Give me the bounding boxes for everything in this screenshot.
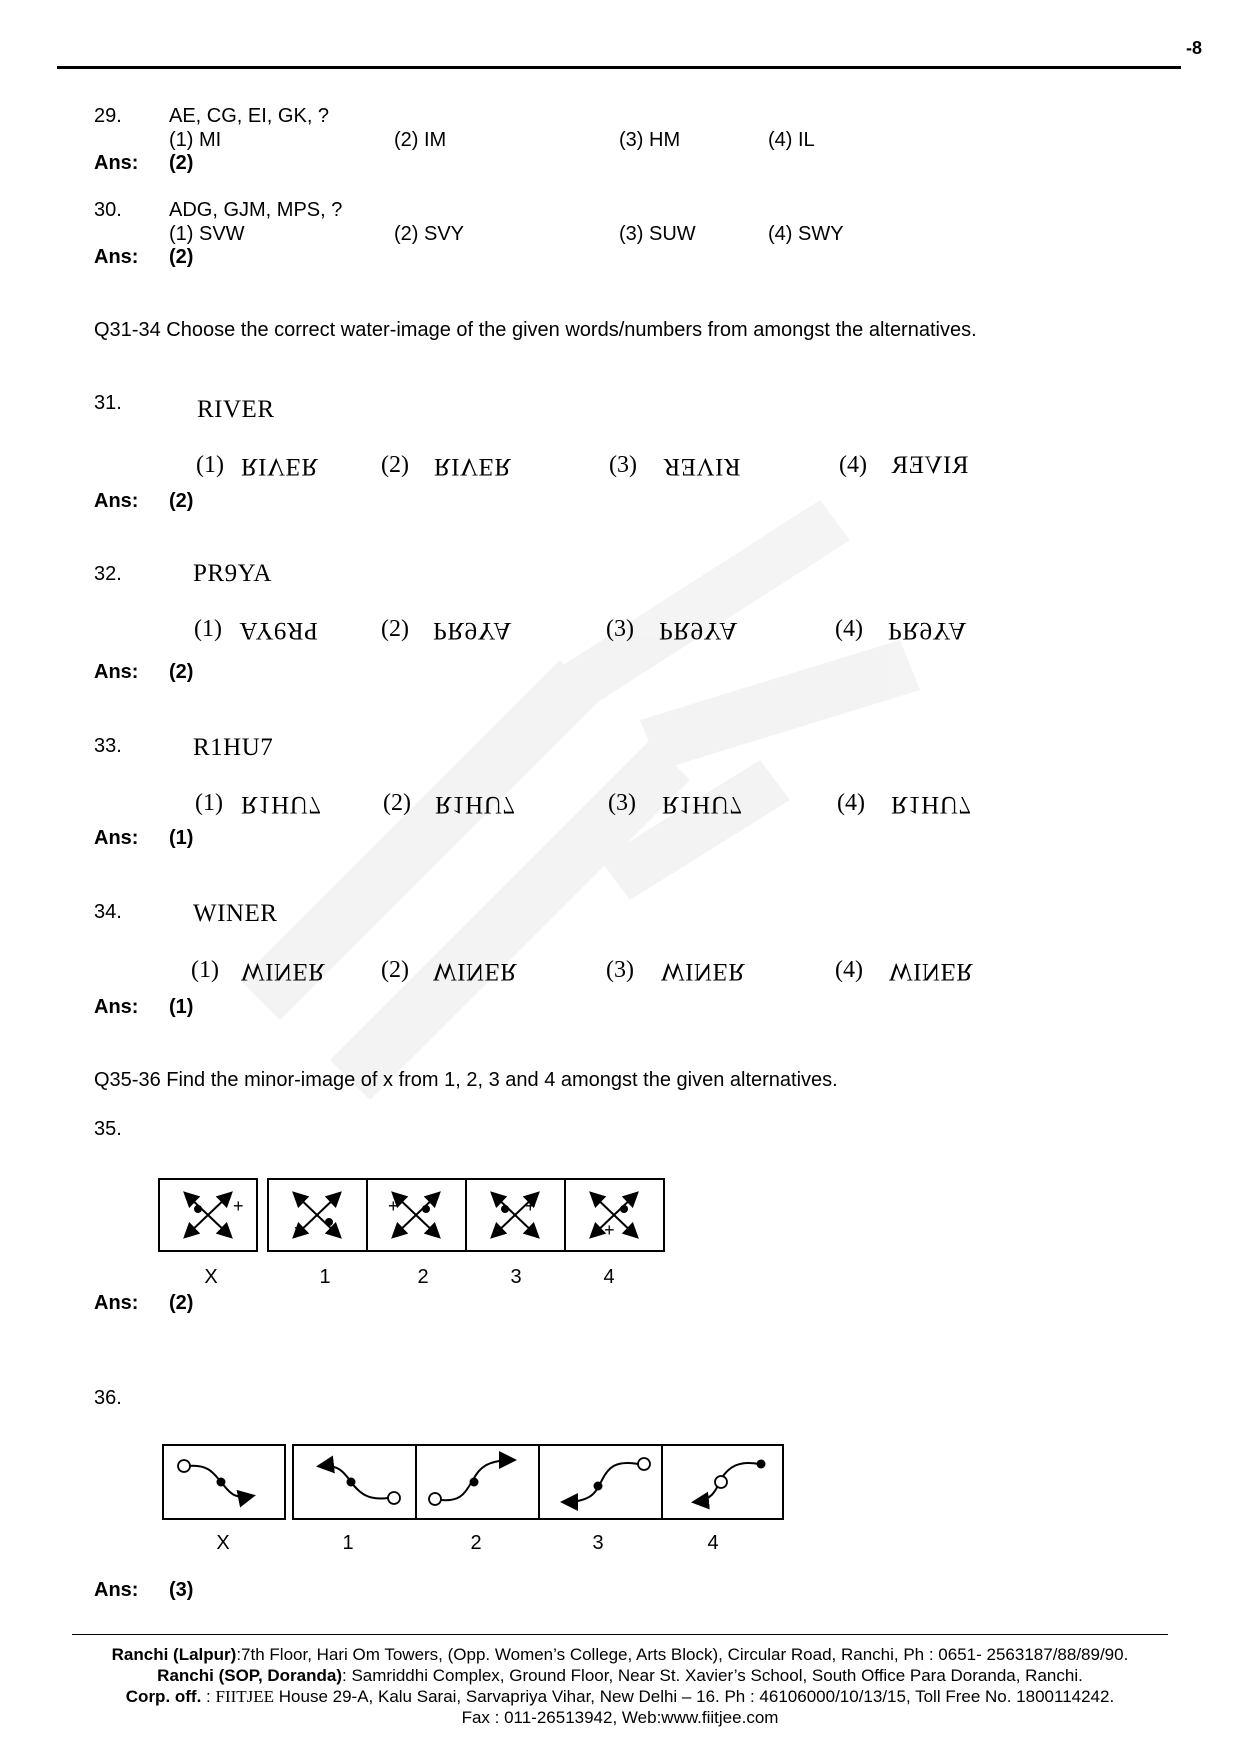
option-4-text: R1HU7: [891, 791, 972, 818]
caption-3: 3: [510, 1266, 522, 1288]
option-label-2: (2): [381, 452, 409, 478]
option-label-3: (3): [608, 790, 636, 816]
option-3-text: WINER: [661, 958, 746, 985]
option-3-image: [662, 790, 742, 818]
answer-label: Ans:: [94, 152, 139, 174]
caption-2: 2: [470, 1532, 482, 1554]
question-number: 34.: [94, 901, 122, 923]
figure-options-box: [292, 1444, 784, 1520]
option-2-image: [434, 452, 512, 480]
question-number: 36.: [94, 1387, 122, 1409]
option-1-text: WINER: [241, 958, 326, 985]
question-word: R1HU7: [193, 734, 274, 761]
option-label-1: (1): [191, 957, 219, 983]
option-1: (1) MI: [169, 129, 222, 151]
option-2-text: PR9YA: [433, 617, 512, 644]
question-number: 29.: [94, 105, 122, 127]
section-instruction-35-36: Q35-36 Find the minor-image of x from 1, 2, 3 and 4 amongst the given alternatives.: [94, 1069, 838, 1091]
option-label-1: (1): [195, 790, 223, 816]
figure-3: [540, 1446, 661, 1518]
option-3-text: RIVER: [663, 453, 741, 480]
option-2-text: WINER: [433, 958, 518, 985]
answer-label: Ans:: [94, 1579, 139, 1601]
option-4-text: RIVER: [891, 452, 969, 479]
option-1-text: PR9YA: [239, 617, 318, 644]
question-number: 32.: [94, 563, 122, 585]
answer-value: (1): [169, 827, 194, 849]
answer-label: Ans:: [94, 246, 139, 268]
figure-option-2: [417, 1446, 540, 1518]
option-label-4: (4): [839, 452, 867, 478]
caption-1: 1: [319, 1266, 331, 1288]
question-word: PR9YA: [193, 560, 272, 587]
caption-1: 1: [342, 1532, 354, 1554]
footer-line-2: [72, 1666, 1168, 1686]
question-number: 31.: [94, 392, 122, 414]
answer-value: (2): [169, 1292, 194, 1314]
figure-option-2: [368, 1180, 467, 1250]
option-4-text: PR9YA: [888, 617, 967, 644]
option-1-image: [241, 957, 325, 985]
svg-text:+: +: [233, 1196, 244, 1216]
option-label-4: (4): [835, 616, 863, 642]
option-4: (4) IL: [768, 129, 815, 151]
footer-rule: [72, 1634, 1168, 1635]
footer-address-2: : Samriddhi Complex, Ground Floor, Near St. Xavier’s School, South Office Para Doranda, Ranchi.: [342, 1666, 1083, 1685]
header-rule: [57, 66, 1181, 69]
footer-corp-label: Corp. off.: [125, 1687, 202, 1706]
option-label-1: (1): [194, 616, 222, 642]
figure-x-box: [162, 1444, 286, 1520]
figure-option-1: [269, 1180, 368, 1250]
option-2: (2) SVY: [394, 223, 465, 245]
option-1-text: RIVER: [241, 453, 319, 480]
option-4-image: [888, 616, 967, 644]
svg-text:+: +: [525, 1196, 536, 1216]
svg-text:+: +: [388, 1196, 399, 1216]
figure-x-box: [158, 1178, 258, 1252]
option-2-image: [433, 616, 512, 644]
answer-value: (2): [169, 152, 194, 174]
option-1-image: [239, 616, 318, 644]
question-word: RIVER: [197, 396, 275, 423]
footer-line-1: [72, 1645, 1168, 1665]
caption-4: 4: [707, 1532, 719, 1554]
option-3: (3) SUW: [619, 223, 696, 245]
option-label-4: (4): [837, 790, 865, 816]
footer-address-1: :7th Floor, Hari Om Towers, (Opp. Women’s College, Arts Block), Circular Road, Ranchi, Ph : 0651- 2563187/88/89/90.: [236, 1645, 1129, 1664]
answer-value: (1): [169, 996, 194, 1018]
option-1-text: R1HU7: [241, 791, 322, 818]
option-4-image: [889, 957, 973, 985]
option-label-1: (1): [196, 452, 224, 478]
option-1-image: [241, 452, 319, 480]
footer-branch-2: Ranchi (SOP, Doranda): [157, 1666, 343, 1685]
option-1-image: [241, 790, 321, 818]
option-label-4: (4): [835, 957, 863, 983]
figure-4: [663, 1446, 782, 1518]
answer-value: (2): [169, 661, 194, 683]
caption-2: 2: [417, 1266, 429, 1288]
figure-2: [368, 1180, 465, 1250]
footer-line-4: Fax : 011-26513942, Web:www.fiitjee.com: [461, 1708, 779, 1727]
question-word: WINER: [193, 900, 278, 927]
option-label-2: (2): [381, 616, 409, 642]
option-2-image: [433, 957, 517, 985]
footer-brand: FIITJEE: [215, 1687, 275, 1706]
answer-value: (3): [169, 1579, 194, 1601]
option-4-image: [891, 790, 971, 818]
figure-1: [294, 1446, 415, 1518]
figure-option-3: [467, 1180, 566, 1250]
option-label-3: (3): [606, 616, 634, 642]
option-3-image: [663, 452, 741, 480]
figure-options-box: [267, 1178, 665, 1252]
answer-label: Ans:: [94, 661, 139, 683]
option-2-text: R1HU7: [435, 791, 516, 818]
caption-x: X: [204, 1266, 218, 1288]
figure-option-1: [294, 1446, 417, 1518]
figure-4: [566, 1180, 663, 1250]
question-number: 33.: [94, 735, 122, 757]
question-text: ADG, GJM, MPS, ?: [169, 199, 343, 221]
answer-label: Ans:: [94, 996, 139, 1018]
svg-text:+: +: [294, 1218, 305, 1238]
option-3-text: R1HU7: [662, 791, 743, 818]
answer-label: Ans:: [94, 827, 139, 849]
option-1: (1) SVW: [169, 223, 245, 245]
figure-x: [164, 1446, 284, 1518]
figure-x: [160, 1180, 256, 1250]
option-2: (2) IM: [394, 129, 447, 151]
option-label-2: (2): [383, 790, 411, 816]
answer-value: (2): [169, 246, 194, 268]
figure-option-4: [663, 1446, 782, 1518]
option-label-3: (3): [606, 957, 634, 983]
caption-3: 3: [592, 1532, 604, 1554]
question-number: 30.: [94, 199, 122, 221]
option-4: (4) SWY: [768, 223, 844, 245]
section-instruction-31-34: Q31-34 Choose the correct water-image of the given words/numbers from amongst the alternatives.: [94, 319, 977, 341]
svg-text:+: +: [604, 1220, 615, 1240]
footer-sep: :: [201, 1687, 216, 1706]
footer-line-3: [72, 1687, 1168, 1707]
option-3-image: [661, 957, 745, 985]
question-text: AE, CG, EI, GK, ?: [169, 105, 330, 127]
caption-x: X: [216, 1532, 230, 1554]
caption-4: 4: [603, 1266, 615, 1288]
option-label-2: (2): [381, 957, 409, 983]
answer-label: Ans:: [94, 1292, 139, 1314]
option-3: (3) HM: [619, 129, 681, 151]
answer-label: Ans:: [94, 490, 139, 512]
answer-value: (2): [169, 490, 194, 512]
figure-1: [269, 1180, 366, 1250]
figure-2: [417, 1446, 538, 1518]
option-2-image: [435, 790, 515, 818]
page-number: -8: [1186, 38, 1203, 58]
footer-address-3: House 29-A, Kalu Sarai, Sarvapriya Vihar, New Delhi – 16. Ph : 46106000/10/13/15, Toll Free No. 1800114242.: [274, 1687, 1115, 1706]
figure-option-4: [566, 1180, 663, 1250]
figure-option-3: [540, 1446, 663, 1518]
option-2-text: RIVER: [434, 453, 512, 480]
option-3-text: PR9YA: [659, 617, 738, 644]
option-4-text: WINER: [889, 958, 974, 985]
option-label-3: (3): [609, 452, 637, 478]
option-4-image: [891, 452, 969, 480]
footer-branch-1: Ranchi (Lalpur): [111, 1645, 237, 1664]
question-number: 35.: [94, 1118, 122, 1140]
option-3-image: [659, 616, 738, 644]
figure-3: [467, 1180, 564, 1250]
